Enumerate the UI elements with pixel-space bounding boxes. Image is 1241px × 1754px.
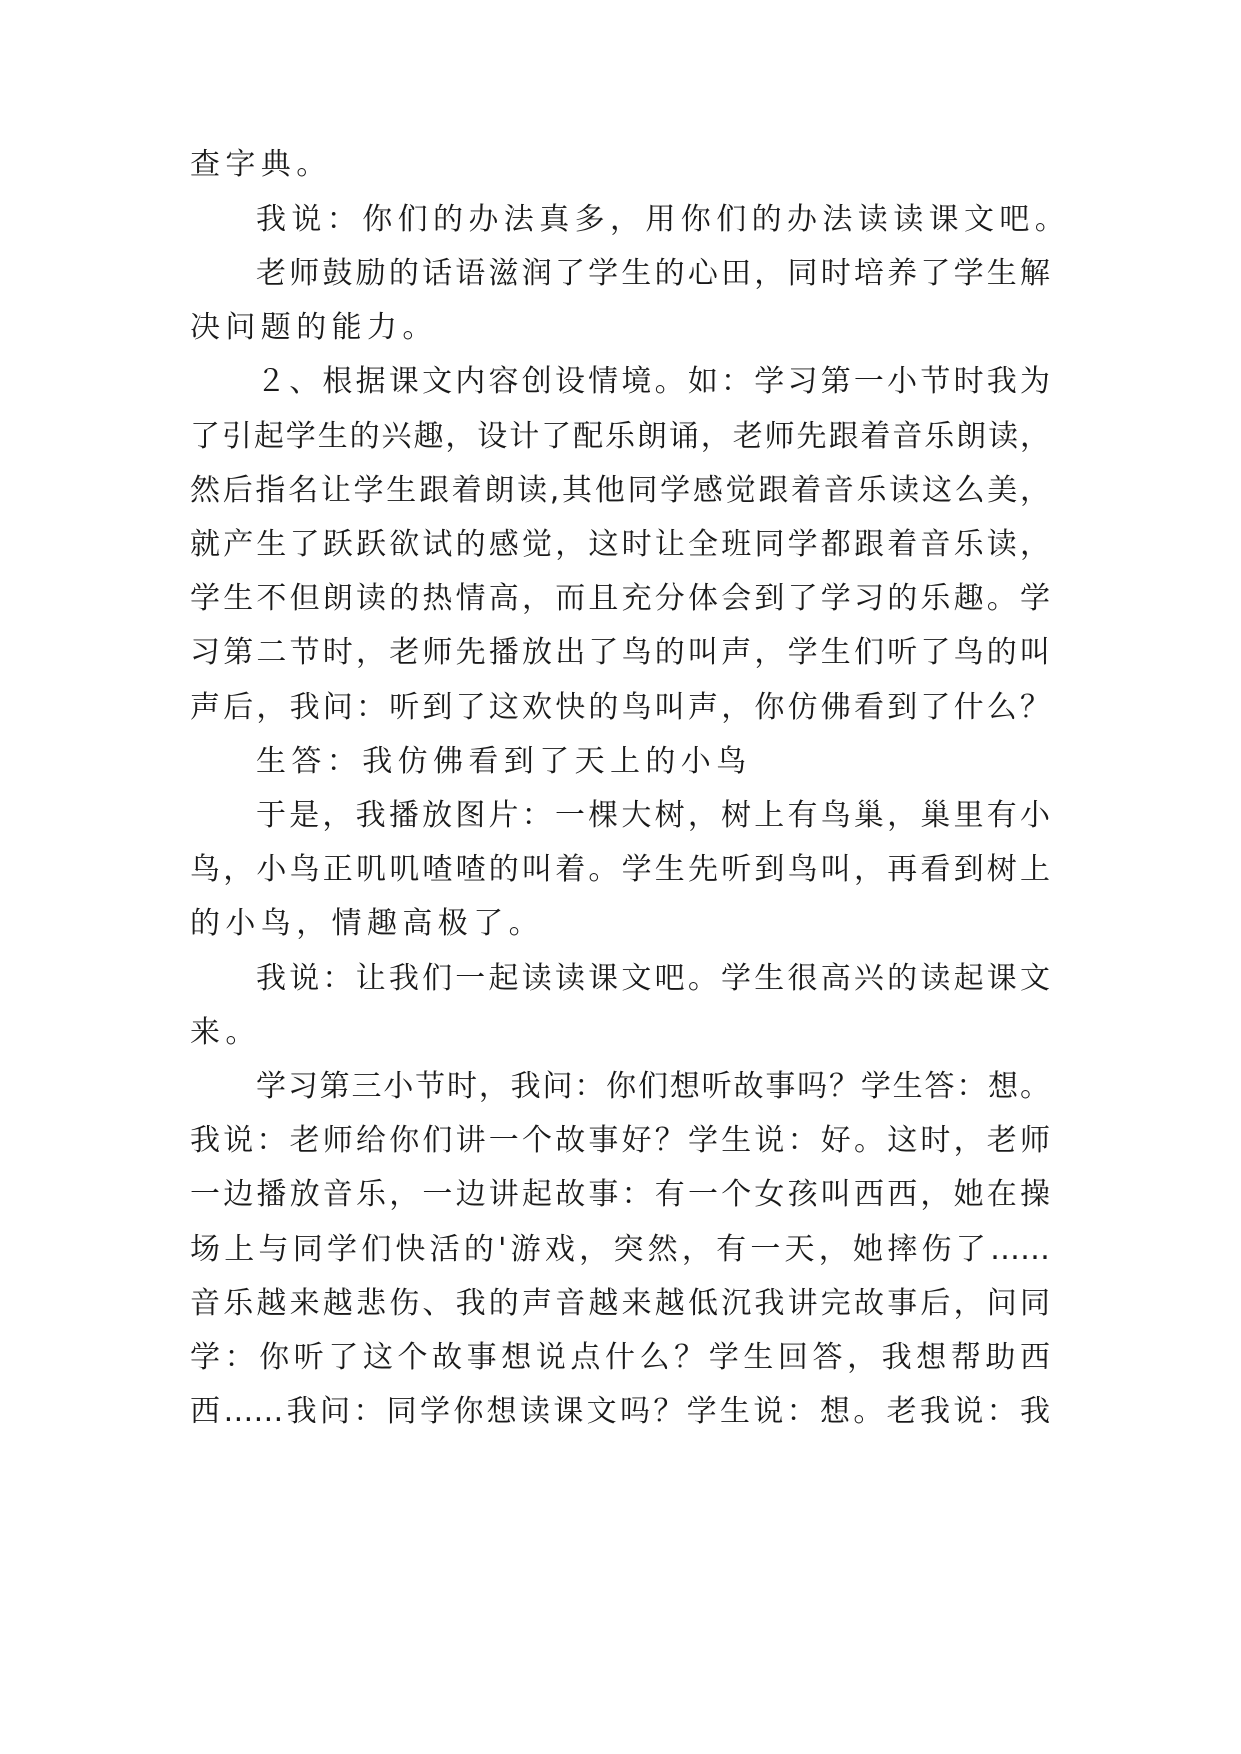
text-line: 鸟，小鸟正叽叽喳喳的叫着。学生先听到鸟叫，再看到树上 (190, 852, 1050, 887)
text-line: 了引起学生的兴趣，设计了配乐朗诵，老师先跟着音乐朗读， (190, 419, 1050, 454)
text-line: 于是，我播放图片：一棵大树，树上有鸟巢，巢里有小 (256, 798, 1050, 833)
text-line: 学习第三小节时，我问：你们想听故事吗？学生答：想。 (256, 1069, 1050, 1104)
text-line: 然后指名让学生跟着朗读,其他同学感觉跟着音乐读这么美， (190, 473, 1050, 508)
text-line: 查字典。 (190, 147, 332, 182)
text-line: 习第二节时，老师先播放出了鸟的叫声，学生们听了鸟的叫 (190, 635, 1050, 670)
text-line: 我说：老师给你们讲一个故事好？学生说：好。这时，老师 (190, 1123, 1050, 1158)
text-line: 来。 (190, 1015, 261, 1050)
text-line: 西……我问：同学你想读课文吗？学生说：想。老我说：我 (190, 1394, 1050, 1429)
text-line: 学：你听了这个故事想说点什么？学生回答，我想帮助西 (190, 1340, 1050, 1375)
text-line: 学生不但朗读的热情高，而且充分体会到了学习的乐趣。学 (190, 581, 1050, 616)
text-line: 的小鸟，情趣高极了。 (190, 906, 544, 941)
text-line: 场上与同学们快活的'游戏，突然，有一天，她摔伤了…… (190, 1232, 1050, 1267)
text-line: 一边播放音乐，一边讲起故事：有一个女孩叫西西，她在操 (190, 1177, 1050, 1212)
text-line: 生答：我仿佛看到了天上的小鸟 (256, 744, 752, 779)
text-line: 我说：让我们一起读读课文吧。学生很高兴的读起课文 (256, 961, 1050, 996)
text-line: 音乐越来越悲伤、我的声音越来越低沉我讲完故事后，问同 (190, 1286, 1050, 1321)
text-line: 声后，我问：听到了这欢快的鸟叫声，你仿佛看到了什么？ (190, 690, 1050, 725)
text-line: 就产生了跃跃欲试的感觉，这时让全班同学都跟着音乐读， (190, 527, 1050, 562)
text-line: 我说：你们的办法真多，用你们的办法读读课文吧。 (256, 202, 1071, 237)
text-line: 决问题的能力。 (190, 310, 438, 345)
text-line: 老师鼓励的话语滋润了学生的心田，同时培养了学生解 (256, 256, 1050, 291)
text-line: ２、根据课文内容创设情境。如：学习第一小节时我为 (256, 364, 1050, 399)
